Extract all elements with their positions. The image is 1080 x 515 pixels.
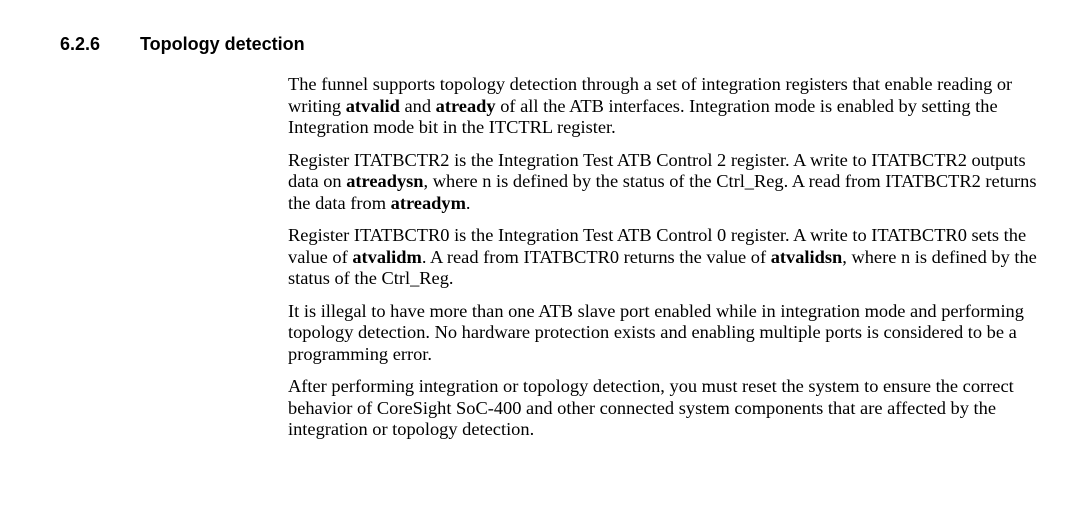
text-run: of all the ATB interfaces. Integration mode is enabled by setting the Integration mode bit in the ITCTRL register. (288, 95, 998, 137)
text-run: It is illegal to have more than one ATB slave port enabled while in integration mode and performing topology detection. No hardware protection exists and enabling multiple ports is considered to be a programming error. (288, 300, 1024, 364)
paragraph-itatbctr2 (288, 150, 1058, 215)
text-run: Register ITATBCTR0 is the Integration Test ATB Control 0 register. A write to ITATBCTR0 sets the value of (288, 225, 1027, 267)
paragraph-itatbctr0 (288, 225, 1058, 290)
text-run: Register ITATBCTR2 is the Integration Test ATB Control 2 register. A write to ITATBCTR2 outputs data on (288, 149, 1026, 191)
text-run: The funnel supports topology detection through a set of integration registers that enable reading or writing (288, 74, 1013, 116)
section-number: 6.2.6 (60, 34, 101, 54)
section-heading (60, 32, 305, 56)
text-run: . A read from ITATBCTR0 returns the value of (421, 246, 771, 267)
paragraph-topology-overview (288, 74, 1058, 139)
signal-name: atvalid (345, 95, 400, 116)
text-run: . (465, 192, 471, 213)
signal-name: atready (435, 95, 496, 116)
signal-name: atreadysn (346, 171, 424, 191)
signal-name: atvalidm (352, 246, 422, 267)
paragraph-illegal-multiple-ports (288, 301, 1058, 366)
section-body (288, 74, 1058, 452)
section-title: Topology detection (140, 34, 305, 54)
text-run: , where n is defined by the status of the Ctrl_Reg. A read from ITATBCTR2 returns the data from (288, 171, 1037, 213)
text-run: , where n is defined by the status of the Ctrl_Reg. (288, 246, 1037, 288)
text-run: After performing integration or topology detection, you must reset the system to ensure the correct behavior of CoreSight SoC-400 and other connected system components that are affected by the integration or topology detection. (288, 376, 1014, 439)
paragraph-reset-system (288, 376, 1058, 441)
signal-name: atreadym (390, 192, 466, 213)
signal-name: atvalidsn (770, 246, 843, 267)
text-run: and (399, 95, 436, 116)
